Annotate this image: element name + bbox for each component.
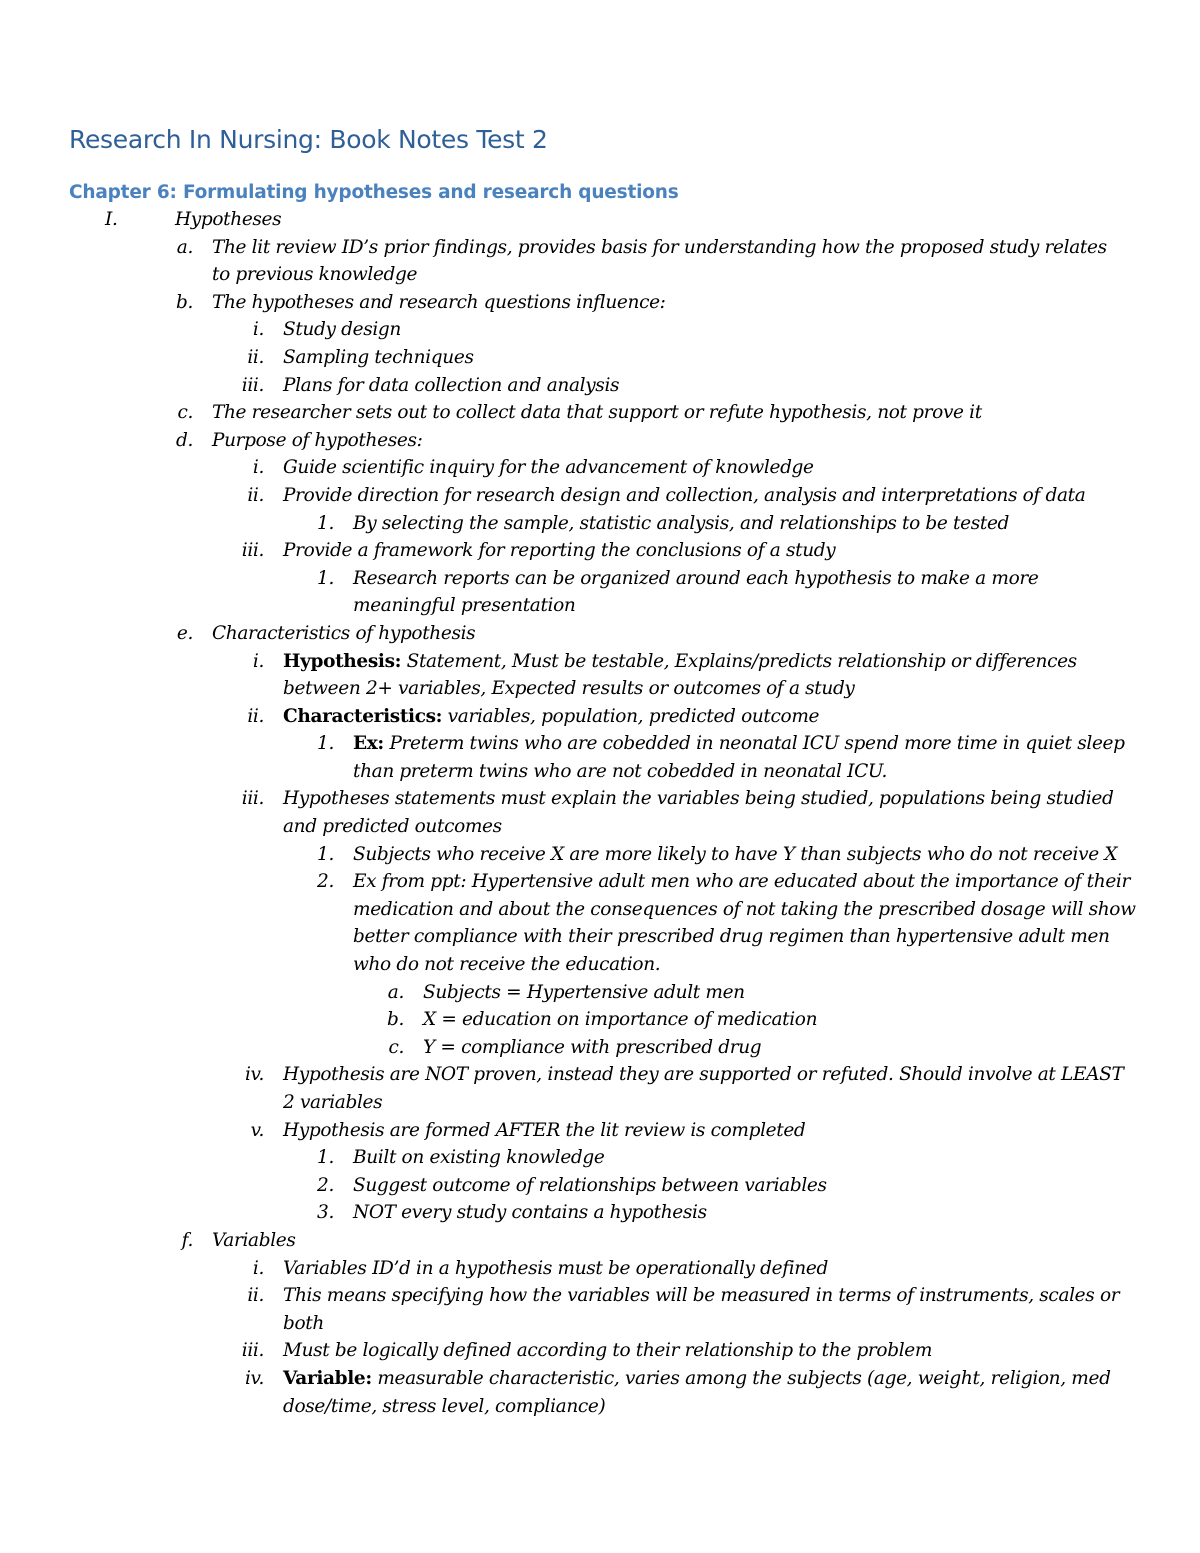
item-body: The researcher sets out to collect data that support or refute hypothesis, not prove it — [212, 402, 982, 424]
item-body: variables, population, predicted outcome — [442, 705, 820, 727]
item-body: Guide scientific inquiry for the advancement of knowledge — [283, 457, 814, 479]
item-body: Study design — [283, 319, 401, 341]
outline-item — [0, 482, 1200, 510]
term-label: Characteristics: — [283, 705, 443, 727]
item-body: Y = compliance with prescribed drug — [423, 1036, 762, 1058]
outline-text — [0, 1337, 1200, 1365]
outline-marker: 3. — [317, 1202, 334, 1224]
outline-item — [0, 1282, 1200, 1337]
outline-text — [0, 510, 1200, 538]
outline-marker: 2. — [317, 871, 334, 893]
outline-text — [0, 372, 1200, 400]
document-title: Research In Nursing: Book Notes Test 2 — [69, 125, 548, 154]
outline-marker: ii. — [247, 346, 264, 368]
item-body: NOT every study contains a hypothesis — [353, 1202, 707, 1224]
outline-text — [0, 1199, 1200, 1227]
outline-item — [0, 1034, 1200, 1062]
outline-item — [0, 1117, 1200, 1145]
outline-marker: iv. — [244, 1064, 264, 1086]
outline-text — [0, 206, 1200, 234]
outline-marker: b. — [175, 291, 193, 313]
item-body: The hypotheses and research questions influence: — [212, 291, 666, 313]
outline-text — [0, 730, 1200, 785]
outline-text — [0, 1034, 1200, 1062]
outline-item — [0, 1144, 1200, 1172]
outline-marker: iv. — [244, 1367, 264, 1389]
outline-item — [0, 234, 1200, 289]
outline-item — [0, 1227, 1200, 1255]
outline-text — [0, 1282, 1200, 1337]
item-body: Subjects = Hypertensive adult men — [423, 981, 745, 1003]
item-body: The lit review ID’s prior findings, provides basis for understanding how the proposed study relates to previous knowledge — [212, 236, 1107, 286]
outline-marker: 1. — [317, 1147, 334, 1169]
outline-marker: I. — [105, 209, 118, 230]
outline-text — [0, 703, 1200, 731]
outline-text — [0, 1006, 1200, 1034]
outline-item — [0, 1337, 1200, 1365]
outline-text — [0, 785, 1200, 840]
outline-item — [0, 841, 1200, 869]
item-body: Must be logically defined according to their relationship to the problem — [283, 1340, 933, 1362]
outline-marker: i. — [252, 1257, 264, 1279]
term-label: Ex: — [353, 733, 384, 755]
outline-text — [0, 1255, 1200, 1283]
outline-item — [0, 206, 1200, 234]
outline-text — [0, 868, 1200, 978]
outline-marker: e. — [176, 622, 193, 644]
term-label: Hypothesis: — [283, 650, 402, 672]
item-body: Sampling techniques — [283, 346, 474, 368]
outline-marker: d. — [175, 429, 193, 451]
outline-item — [0, 537, 1200, 565]
outline-item — [0, 510, 1200, 538]
outline-item — [0, 1365, 1200, 1420]
outline-marker: i. — [252, 650, 264, 672]
outline-marker: iii. — [241, 788, 264, 810]
outline-item — [0, 289, 1200, 317]
outline-item — [0, 1255, 1200, 1283]
outline-marker: c. — [388, 1036, 404, 1058]
item-body: Preterm twins who are cobedded in neonatal ICU spend more time in quiet sleep than preterm twins who are not cobedded in neonatal ICU. — [353, 733, 1125, 782]
outline-marker: i. — [252, 319, 264, 341]
item-body: Variables ID’d in a hypothesis must be operationally defined — [283, 1257, 828, 1279]
item-body: Characteristics of hypothesis — [212, 622, 476, 644]
item-body: Hypothesis are NOT proven, instead they are supported or refuted. Should involve at LEAST 2 variables — [283, 1064, 1124, 1113]
outline-marker: iii. — [241, 374, 264, 396]
outline-marker: 1. — [317, 567, 334, 589]
outline-text — [0, 648, 1200, 703]
outline-item — [0, 1006, 1200, 1034]
outline-text — [0, 979, 1200, 1007]
item-body: By selecting the sample, statistic analysis, and relationships to be tested — [353, 512, 1010, 534]
outline-marker: ii. — [247, 1285, 264, 1307]
outline-marker: 1. — [317, 733, 334, 755]
item-body: Statement, Must be testable, Explains/predicts relationship or differences between 2+ variables, Expected results or outcomes of a study — [283, 650, 1077, 700]
item-body: Suggest outcome of relationships between variables — [353, 1174, 827, 1196]
outline-text — [0, 565, 1200, 620]
item-body: Hypotheses statements must explain the variables being studied, populations being studied and predicted outcomes — [283, 788, 1114, 838]
item-body: Research reports can be organized around each hypothesis to make a more meaningful presentation — [353, 567, 1039, 617]
outline-marker: v. — [250, 1119, 264, 1141]
item-body: Built on existing knowledge — [353, 1147, 605, 1169]
outline-item — [0, 1172, 1200, 1200]
outline-text — [0, 482, 1200, 510]
outline-text — [0, 344, 1200, 372]
outline-item — [0, 620, 1200, 648]
outline-text — [0, 454, 1200, 482]
outline-text — [0, 537, 1200, 565]
outline-item — [0, 1061, 1200, 1116]
outline-text — [0, 1061, 1200, 1116]
item-body: Provide direction for research design and collection, analysis and interpretations of data — [283, 484, 1086, 506]
item-body: X = education on importance of medication — [423, 1009, 818, 1031]
outline-item — [0, 730, 1200, 785]
outline-item — [0, 427, 1200, 455]
outline-item — [0, 316, 1200, 344]
outline-marker: c. — [177, 402, 193, 424]
outline-item — [0, 868, 1200, 978]
outline-marker: iii. — [241, 540, 264, 562]
item-body: Variables — [212, 1229, 296, 1251]
outline-text — [0, 841, 1200, 869]
item-body: measurable characteristic, varies among the subjects (age, weight, religion, med dose/time, stress level, compliance) — [283, 1367, 1111, 1417]
outline-marker: a. — [176, 236, 193, 258]
outline-marker: ii. — [247, 705, 264, 727]
outline-item — [0, 703, 1200, 731]
outline-item — [0, 454, 1200, 482]
outline-item — [0, 372, 1200, 400]
outline-item — [0, 785, 1200, 840]
outline-marker: 1. — [317, 512, 334, 534]
outline-marker: 1. — [317, 843, 334, 865]
item-body: Provide a framework for reporting the conclusions of a study — [283, 540, 836, 562]
item-body: Subjects who receive X are more likely to have Y than subjects who do not receive X — [353, 843, 1118, 865]
outline-item — [0, 1199, 1200, 1227]
outline-marker: a. — [387, 981, 404, 1003]
chapter-heading: Chapter 6: Formulating hypotheses and research questions — [69, 182, 679, 203]
outline-text — [0, 1172, 1200, 1200]
outline-text — [0, 1144, 1200, 1172]
outline-marker: iii. — [241, 1340, 264, 1362]
outline-text — [0, 1117, 1200, 1145]
outline-marker: 2. — [317, 1174, 334, 1196]
item-body: Purpose of hypotheses: — [212, 429, 423, 451]
outline-item — [0, 344, 1200, 372]
outline-text — [0, 1365, 1200, 1420]
outline-marker: f. — [181, 1229, 193, 1251]
outline-marker: i. — [252, 457, 264, 479]
outline-marker: ii. — [247, 484, 264, 506]
outline-item — [0, 399, 1200, 427]
item-body: Hypothesis are formed AFTER the lit review is completed — [283, 1119, 806, 1141]
item-body: Hypotheses — [175, 209, 282, 230]
outline-marker: b. — [386, 1009, 404, 1031]
outline-text — [0, 316, 1200, 344]
outline-item — [0, 565, 1200, 620]
outline-list — [0, 206, 1200, 1420]
term-label: Variable: — [283, 1367, 372, 1389]
item-body: This means specifying how the variables will be measured in terms of instruments, scales or both — [283, 1285, 1120, 1334]
outline-item — [0, 648, 1200, 703]
outline-item — [0, 979, 1200, 1007]
item-body: Ex from ppt: Hypertensive adult men who are educated about the importance of their medication and about the consequences of not taking the prescribed dosage will show better compliance with their prescribed drug regimen than hypertensive adult men who do not receive the education. — [353, 871, 1136, 976]
item-body: Plans for data collection and analysis — [283, 374, 620, 396]
